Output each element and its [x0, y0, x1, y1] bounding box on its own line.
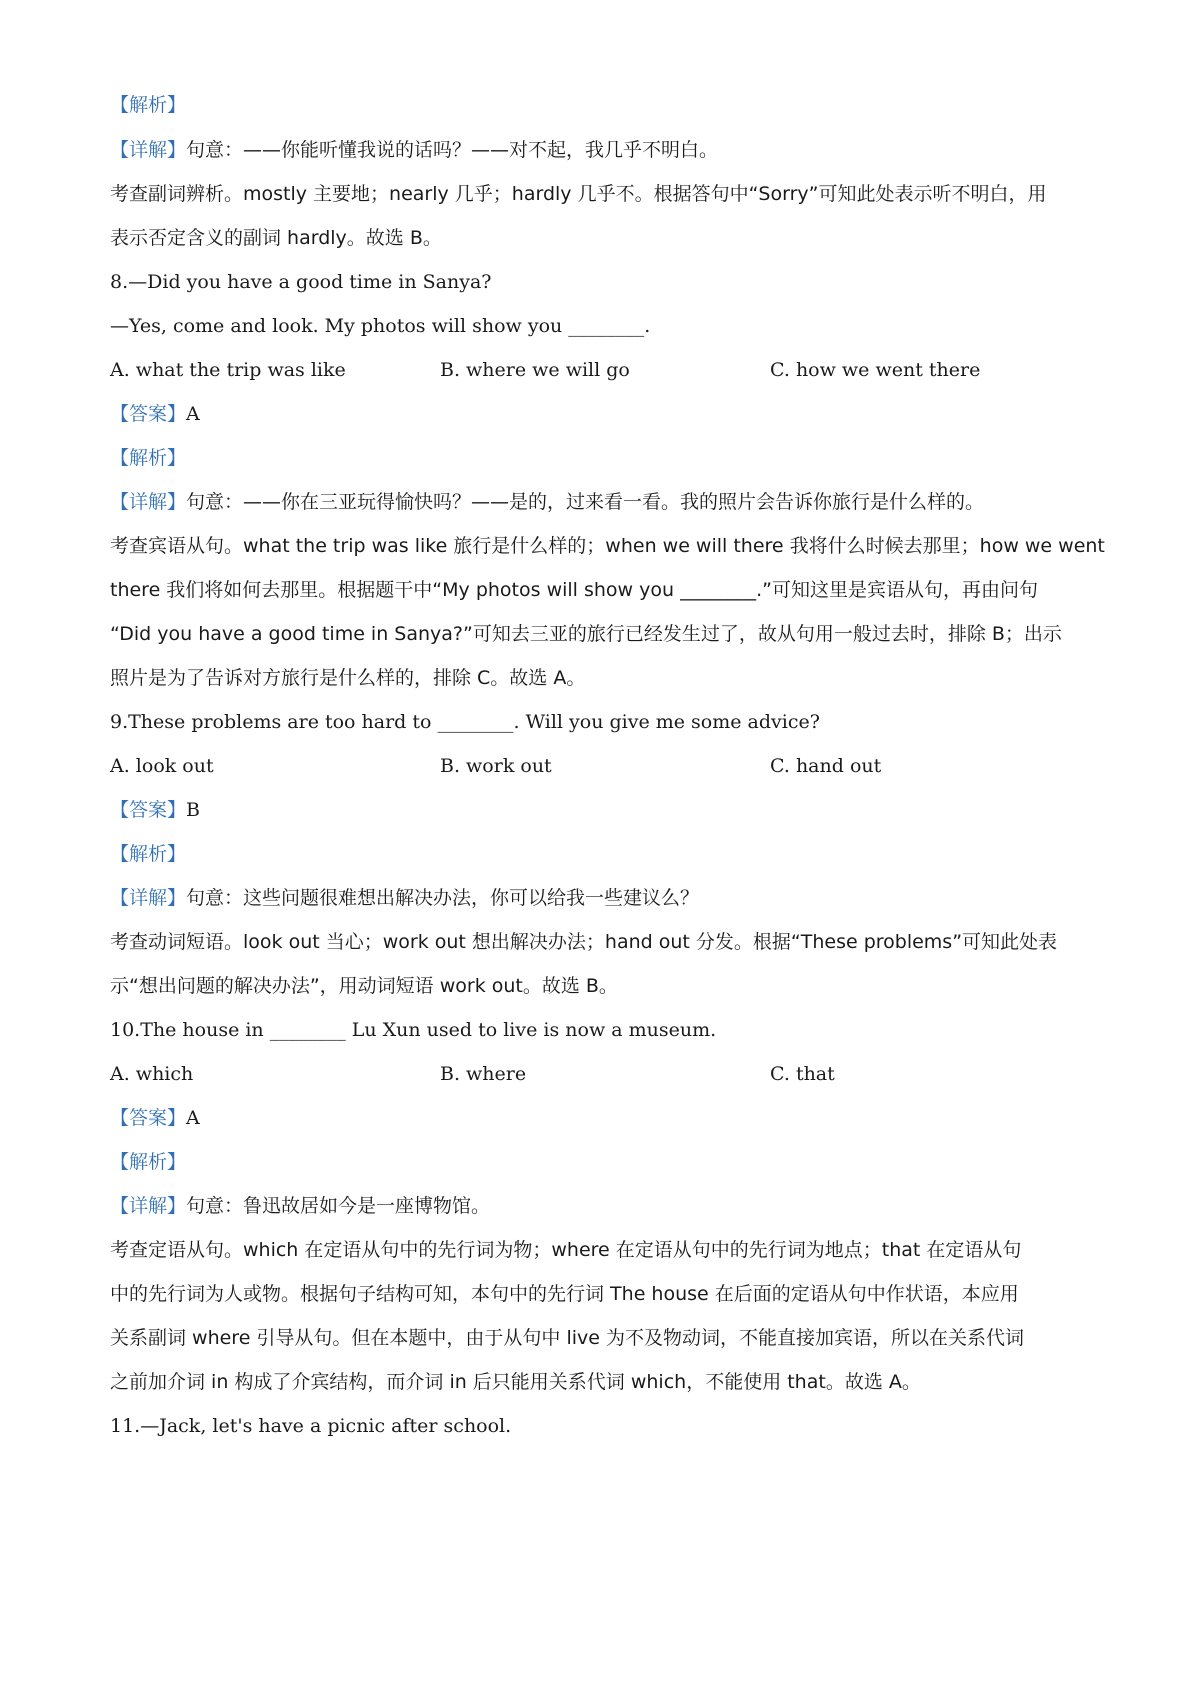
answer-line [110, 796, 1100, 824]
detail-text: 句意：——你在三亚玩得愉快吗？——是的，过来看一看。我的照片会告诉你旅行是什么样的。 [186, 491, 985, 513]
explain-line: “Did you have a good time in Sanya?”可知去三亚的旅行已经发生过了，故从句用一般过去时，排除 B；出示 [110, 623, 1062, 645]
option-b: B. where [440, 1063, 527, 1085]
detail-text: 句意：这些问题很难想出解决办法，你可以给我一些建议么？ [186, 887, 700, 909]
question-line: 8.—Did you have a good time in Sanya? [110, 271, 492, 293]
detail-line [110, 488, 1100, 516]
explain-line: there 我们将如何去那里。根据题干中“My photos will show you ________.”可知这里是宾语从句，再由问句 [110, 579, 1038, 601]
question-line: 11.—Jack, let's have a picnic after school. [110, 1415, 512, 1437]
answer-value: A [186, 403, 200, 425]
detail-label: 【详解】 [110, 887, 187, 909]
answer-value: A [186, 1107, 200, 1129]
explain-line: 之前加介词 in 构成了介宾结构，而介词 in 后只能用关系代词 which，不能使用 that。故选 A。 [110, 1371, 921, 1393]
answer-line [110, 400, 1100, 428]
explain-line: 中的先行词为人或物。根据句子结构可知，本句中的先行词 The house 在后面的定语从句中作状语，本应用 [110, 1283, 1019, 1305]
detail-line [110, 136, 1100, 164]
answer-label: 【答案】 [110, 403, 187, 425]
detail-label: 【详解】 [110, 491, 187, 513]
answer-label: 【答案】 [110, 799, 187, 821]
analysis-label: 【解析】 [110, 843, 187, 865]
question-line: 10.The house in ________ Lu Xun used to live is now a museum. [110, 1019, 717, 1041]
analysis-label: 【解析】 [110, 1151, 187, 1173]
explain-line: 考查定语从句。which 在定语从句中的先行词为物；where 在定语从句中的先行词为地点；that 在定语从句 [110, 1239, 1022, 1261]
explain-line: 关系副词 where 引导从句。但在本题中，由于从句中 live 为不及物动词，不能直接加宾语，所以在关系代词 [110, 1327, 1025, 1349]
detail-text: 句意：鲁迅故居如今是一座博物馆。 [186, 1195, 491, 1217]
question-line: 9.These problems are too hard to ________. Will you give me some advice? [110, 711, 820, 733]
option-b: B. where we will go [440, 359, 630, 381]
option-b: B. work out [440, 755, 552, 777]
option-a: A. what the trip was like [110, 359, 346, 381]
explain-line: 照片是为了告诉对方旅行是什么样的，排除 C。故选 A。 [110, 667, 586, 689]
option-c: C. that [770, 1063, 835, 1085]
question-line: —Yes, come and look. My photos will show you ________. [110, 315, 651, 337]
detail-label: 【详解】 [110, 1195, 187, 1217]
analysis-label: 【解析】 [110, 94, 187, 116]
explain-line: 考查宾语从句。what the trip was like 旅行是什么样的；when we will there 我将什么时候去那里；how we went [110, 535, 1105, 557]
option-c: C. how we went there [770, 359, 981, 381]
answer-label: 【答案】 [110, 1107, 187, 1129]
explain-line: 考查副词辨析。mostly 主要地；nearly 几乎；hardly 几乎不。根据答句中“Sorry”可知此处表示听不明白，用 [110, 183, 1047, 205]
option-c: C. hand out [770, 755, 882, 777]
answer-value: B [186, 799, 200, 821]
explain-line: 表示否定含义的副词 hardly。故选 B。 [110, 227, 442, 249]
option-a: A. which [110, 1063, 194, 1085]
analysis-label: 【解析】 [110, 447, 187, 469]
detail-label: 【详解】 [110, 139, 187, 161]
option-a: A. look out [110, 755, 214, 777]
answer-line [110, 1104, 1100, 1132]
detail-text: 句意：——你能听懂我说的话吗？——对不起，我几乎不明白。 [186, 139, 719, 161]
explain-line: 考查动词短语。look out 当心；work out 想出解决办法；hand out 分发。根据“These problems”可知此处表 [110, 931, 1058, 953]
detail-line [110, 1192, 1100, 1220]
explain-line: 示“想出问题的解决办法”，用动词短语 work out。故选 B。 [110, 975, 618, 997]
detail-line [110, 884, 1100, 912]
